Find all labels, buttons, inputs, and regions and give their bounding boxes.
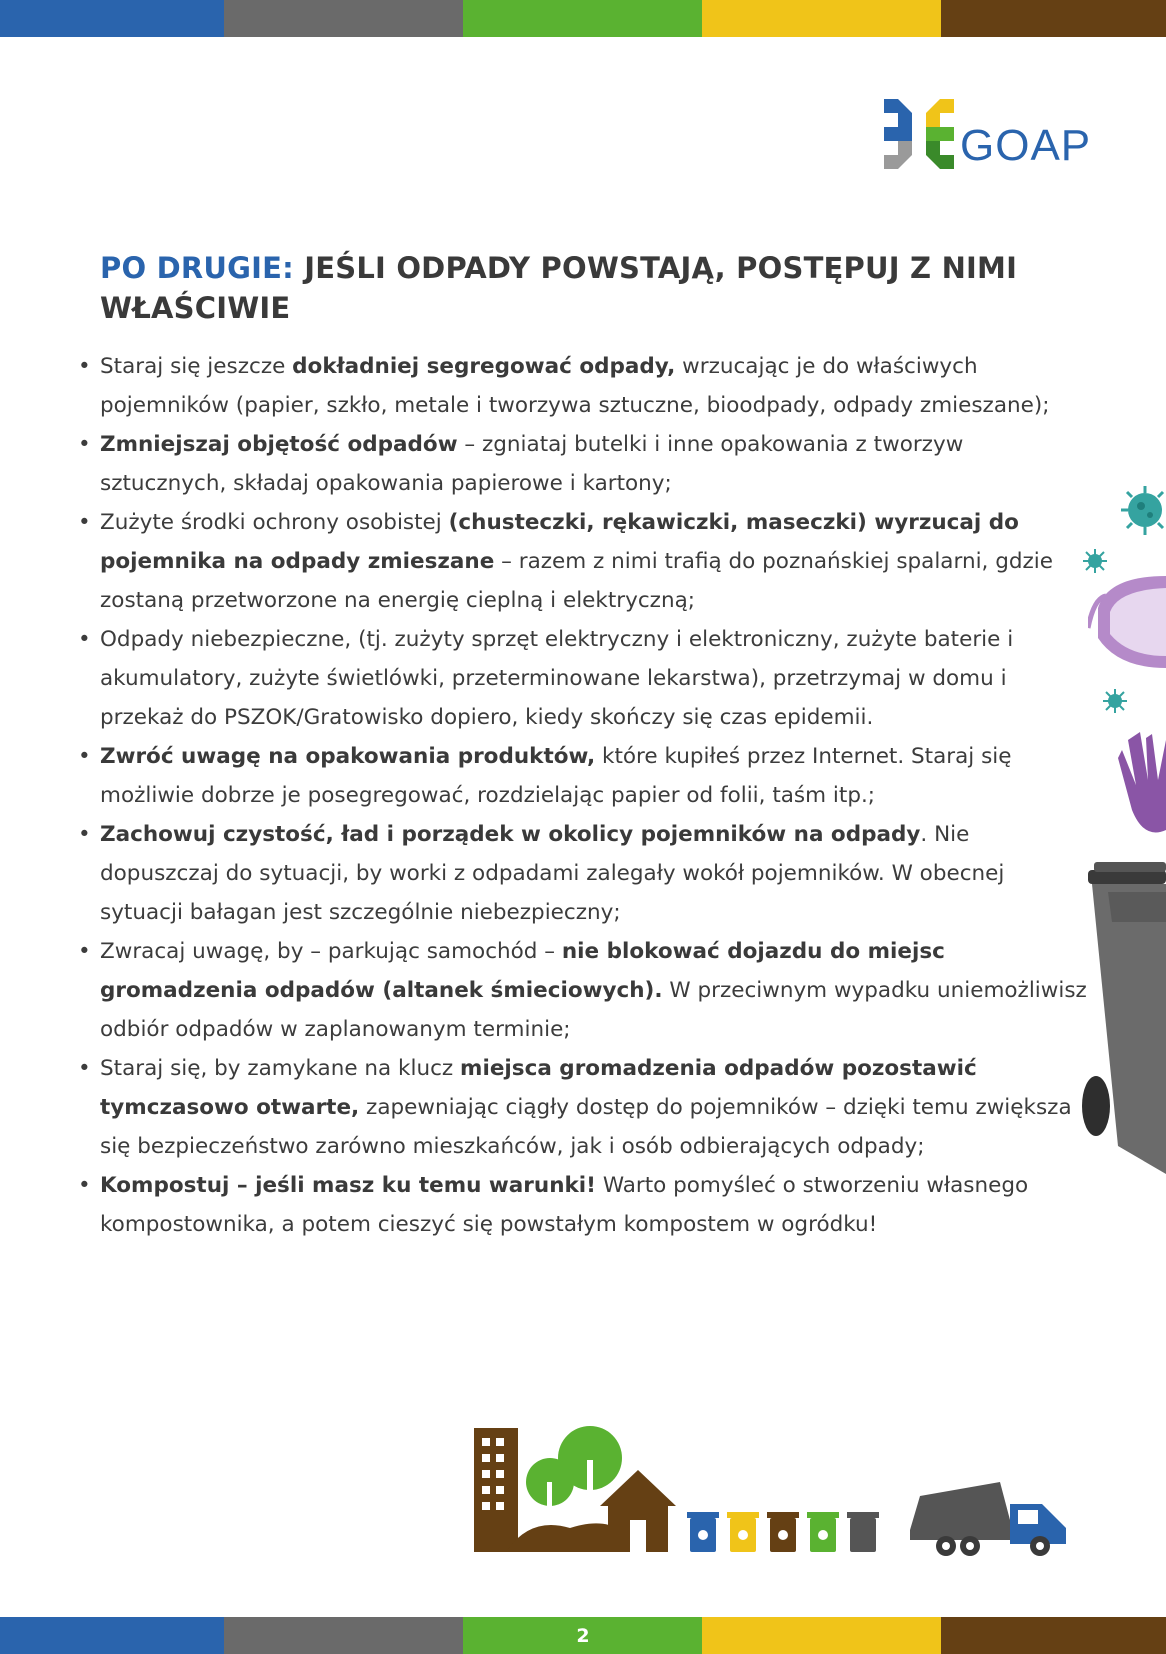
stripe-blue <box>0 0 224 37</box>
text: W przeciwnym wypadku uniemożliwisz odbiór odpadów w zaplanowanym terminie; <box>100 978 1087 1042</box>
section-heading <box>100 248 1060 328</box>
building-icon <box>474 1428 518 1552</box>
stripe-brown <box>941 0 1166 37</box>
heading-rest: JEŚLI ODPADY POWSTAJĄ, POSTĘPUJ Z NIMI WŁAŚCIWIE <box>100 251 1018 325</box>
mask-icon <box>1088 568 1166 678</box>
top-color-stripe <box>0 0 1166 37</box>
bold-text: Zwróć uwagę na opakowania produktów, <box>100 744 596 769</box>
text: wrzucając je do właściwych pojemników (papier, szkło, metale i tworzywa sztuczne, bioodpady, odpady zmieszane); <box>100 354 1050 418</box>
text: Odpady niebezpieczne, (tj. zużyty sprzęt elektryczny i elektroniczny, zużyte baterie i akumulatory, zużyte świetlówki, przeterminowane lekarstwa), przetrzymaj w domu i przekaż do PSZOK/Gratowisko dopiero, kiedy skończy się czas epidemii. <box>100 627 1014 730</box>
stripe-yellow <box>702 0 941 37</box>
list-item <box>78 347 1088 425</box>
house-icon <box>600 1470 676 1552</box>
virus-icon <box>1102 688 1128 714</box>
bold-text: miejsca gromadzenia odpadów pozostawić tymczasowo otwarte, <box>100 1056 977 1120</box>
bold-text: (chusteczki, rękawiczki, maseczki) wyrzucaj do pojemnika na odpady zmieszane <box>100 510 1019 574</box>
bold-text: Zachowuj czystość, ład i porządek w okolicy pojemników na odpady <box>100 822 921 847</box>
list-item <box>78 737 1088 815</box>
list-item <box>78 1049 1088 1166</box>
list-item <box>78 425 1088 503</box>
list-item <box>78 503 1088 620</box>
heading-lead: PO DRUGIE: <box>100 251 294 285</box>
list-item <box>78 932 1088 1049</box>
bold-text: dokładniej segregować odpady, <box>292 354 676 379</box>
text: Warto pomyśleć o stworzeniu własnego kompostownika, a potem cieszyć się powstałym kompostem w ogródku! <box>100 1173 1029 1237</box>
recycle-bin-icon <box>687 1512 879 1552</box>
bold-text: Zmniejszaj objętość odpadów <box>100 432 458 457</box>
bold-text: nie blokować dojazdu do miejsc gromadzenia odpadów (altanek śmieciowych). <box>100 939 945 1003</box>
city-waste-illustration <box>470 1420 1070 1560</box>
text: . Nie dopuszczaj do sytuacji, by worki z odpadami zalegały wokół pojemników. W obecnej sytuacji bałagan jest szczególnie niebezpieczny; <box>100 822 1005 925</box>
text: Staraj się, by zamykane na klucz <box>100 1056 461 1081</box>
bold-text: Kompostuj – jeśli masz ku temu warunki! <box>100 1173 596 1198</box>
garbage-truck-icon <box>910 1482 1066 1556</box>
text: zapewniając ciągły dostęp do pojemników – dzięki temu zwiększa się bezpieczeństwo zarówno mieszkańców, jak i osób odbierających odpady; <box>100 1095 1072 1159</box>
list-item <box>78 1166 1088 1244</box>
text: Staraj się jeszcze <box>100 354 293 379</box>
advice-list <box>78 347 1088 1244</box>
text: Zwracaj uwagę, by – parkując samochód – <box>100 939 562 964</box>
stripe-gray <box>224 0 463 37</box>
text: Zużyte środki ochrony osobistej <box>100 510 449 535</box>
stripe-green <box>463 0 702 37</box>
text: – razem z nimi trafią do poznańskiej spalarni, gdzie zostaną przetworzone na energię cieplną i elektryczną; <box>100 549 1053 613</box>
glove-icon <box>1118 730 1166 840</box>
text: – zgniataj butelki i inne opakowania z tworzyw sztucznych, składaj opakowania papierowe i kartony; <box>100 432 964 496</box>
logo-text: GOAP <box>960 121 1092 170</box>
virus-icon <box>1117 478 1166 548</box>
list-item <box>78 620 1088 737</box>
waste-bin-icon <box>1078 862 1166 1182</box>
list-item <box>78 815 1088 932</box>
page-number: 2 <box>576 1624 590 1647</box>
tree-icon <box>526 1426 622 1538</box>
text: które kupiłeś przez Internet. Staraj się możliwie dobrze je posegregować, rozdzielając papier od folii, taśm itp.; <box>100 744 1012 808</box>
